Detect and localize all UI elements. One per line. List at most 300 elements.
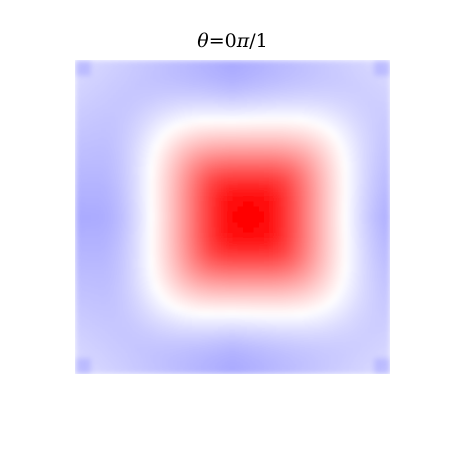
heatmap-cell bbox=[96, 280, 102, 286]
heatmap-cell bbox=[80, 149, 86, 155]
heatmap-cell bbox=[364, 222, 370, 228]
heatmap-cell bbox=[201, 222, 207, 228]
heatmap-cell bbox=[317, 207, 323, 213]
heatmap-cell bbox=[238, 332, 244, 338]
heatmap-cell bbox=[364, 243, 370, 249]
heatmap-cell bbox=[353, 65, 359, 71]
heatmap-cell bbox=[275, 207, 281, 213]
heatmap-cell bbox=[233, 97, 239, 103]
heatmap-cell bbox=[201, 316, 207, 322]
heatmap-cell bbox=[91, 76, 97, 82]
heatmap-cell bbox=[91, 81, 97, 87]
heatmap-cell bbox=[248, 139, 254, 145]
heatmap-cell bbox=[227, 248, 233, 254]
heatmap-cell bbox=[133, 91, 139, 97]
heatmap-cell bbox=[138, 175, 144, 181]
heatmap-cell bbox=[296, 107, 302, 113]
heatmap-cell bbox=[364, 311, 370, 317]
heatmap-cell bbox=[259, 107, 265, 113]
heatmap-cell bbox=[206, 285, 212, 291]
heatmap-cell bbox=[380, 133, 386, 139]
heatmap-cell bbox=[306, 290, 312, 296]
heatmap-cell bbox=[290, 306, 296, 312]
heatmap-cell bbox=[254, 60, 260, 66]
heatmap-cell bbox=[285, 222, 291, 228]
heatmap-cell bbox=[112, 306, 118, 312]
heatmap-cell bbox=[311, 175, 317, 181]
heatmap-cell bbox=[332, 322, 338, 328]
heatmap-cell bbox=[222, 170, 228, 176]
heatmap-cell bbox=[180, 76, 186, 82]
heatmap-cell bbox=[128, 264, 134, 270]
heatmap-cell bbox=[154, 238, 160, 244]
heatmap-cell bbox=[311, 123, 317, 129]
heatmap-cell bbox=[191, 269, 197, 275]
heatmap-cell bbox=[243, 139, 249, 145]
heatmap-cell bbox=[311, 316, 317, 322]
heatmap-cell bbox=[285, 65, 291, 71]
heatmap-cell bbox=[353, 222, 359, 228]
heatmap-cell bbox=[269, 170, 275, 176]
heatmap-cell bbox=[275, 112, 281, 118]
heatmap-cell bbox=[159, 275, 165, 281]
heatmap-cell bbox=[343, 175, 349, 181]
heatmap-cell bbox=[243, 280, 249, 286]
heatmap-cell bbox=[285, 290, 291, 296]
heatmap-cell bbox=[159, 369, 165, 375]
heatmap-cell bbox=[143, 337, 149, 343]
heatmap-cell bbox=[296, 364, 302, 370]
heatmap-cell bbox=[338, 264, 344, 270]
heatmap-cell bbox=[380, 222, 386, 228]
heatmap-cell bbox=[217, 123, 223, 129]
heatmap-cell bbox=[185, 332, 191, 338]
heatmap-cell bbox=[369, 196, 375, 202]
heatmap-cell bbox=[112, 159, 118, 165]
heatmap-cell bbox=[317, 133, 323, 139]
heatmap-cell bbox=[75, 191, 81, 197]
heatmap-cell bbox=[327, 327, 333, 333]
heatmap-cell bbox=[290, 296, 296, 302]
heatmap-cell bbox=[117, 322, 123, 328]
heatmap-cell bbox=[332, 353, 338, 359]
heatmap-cell bbox=[86, 154, 92, 160]
heatmap-cell bbox=[138, 332, 144, 338]
heatmap-cell bbox=[133, 353, 139, 359]
heatmap-cell bbox=[374, 343, 380, 349]
heatmap-cell bbox=[322, 280, 328, 286]
heatmap-cell bbox=[112, 196, 118, 202]
heatmap-cell bbox=[285, 102, 291, 108]
heatmap-cell bbox=[133, 65, 139, 71]
heatmap-cell bbox=[86, 285, 92, 291]
heatmap-cell bbox=[170, 118, 176, 124]
heatmap-cell bbox=[149, 201, 155, 207]
heatmap-cell bbox=[196, 280, 202, 286]
heatmap-cell bbox=[364, 128, 370, 134]
heatmap-cell bbox=[385, 348, 391, 354]
heatmap-cell bbox=[80, 290, 86, 296]
heatmap-cell bbox=[154, 81, 160, 87]
heatmap-cell bbox=[175, 128, 181, 134]
heatmap-cell bbox=[332, 65, 338, 71]
heatmap-cell bbox=[185, 97, 191, 103]
heatmap-cell bbox=[285, 259, 291, 265]
heatmap-cell bbox=[248, 264, 254, 270]
heatmap-cell bbox=[359, 112, 365, 118]
heatmap-cell bbox=[80, 254, 86, 260]
heatmap-cell bbox=[280, 285, 286, 291]
heatmap-cell bbox=[122, 280, 128, 286]
heatmap-cell bbox=[353, 70, 359, 76]
heatmap-cell bbox=[280, 196, 286, 202]
heatmap-cell bbox=[91, 306, 97, 312]
heatmap-cell bbox=[170, 311, 176, 317]
heatmap-cell bbox=[269, 248, 275, 254]
heatmap-cell bbox=[269, 165, 275, 171]
heatmap-cell bbox=[327, 306, 333, 312]
heatmap-cell bbox=[233, 201, 239, 207]
heatmap-cell bbox=[191, 76, 197, 82]
heatmap-cell bbox=[264, 222, 270, 228]
heatmap-cell bbox=[80, 175, 86, 181]
heatmap-cell bbox=[259, 76, 265, 82]
heatmap-cell bbox=[206, 191, 212, 197]
heatmap-cell bbox=[143, 322, 149, 328]
heatmap-cell bbox=[96, 301, 102, 307]
heatmap-cell bbox=[359, 70, 365, 76]
heatmap-cell bbox=[327, 139, 333, 145]
heatmap-cell bbox=[154, 144, 160, 150]
heatmap-cell bbox=[201, 207, 207, 213]
heatmap-cell bbox=[154, 165, 160, 171]
heatmap-cell bbox=[107, 296, 113, 302]
heatmap-cell bbox=[128, 191, 134, 197]
heatmap-cell bbox=[332, 180, 338, 186]
heatmap-cell bbox=[170, 322, 176, 328]
heatmap-cell bbox=[301, 364, 307, 370]
heatmap-cell bbox=[191, 306, 197, 312]
heatmap-cell bbox=[353, 212, 359, 218]
heatmap-cell bbox=[280, 97, 286, 103]
heatmap-cell bbox=[170, 133, 176, 139]
heatmap-cell bbox=[180, 311, 186, 317]
heatmap-cell bbox=[128, 332, 134, 338]
heatmap-cell bbox=[269, 112, 275, 118]
heatmap-cell bbox=[259, 348, 265, 354]
heatmap-cell bbox=[343, 353, 349, 359]
heatmap-cell bbox=[101, 186, 107, 192]
heatmap-cell bbox=[91, 217, 97, 223]
heatmap-cell bbox=[133, 86, 139, 92]
heatmap-cell bbox=[96, 343, 102, 349]
heatmap-cell bbox=[133, 186, 139, 192]
heatmap-cell bbox=[275, 322, 281, 328]
heatmap-cell bbox=[317, 76, 323, 82]
heatmap-cell bbox=[306, 133, 312, 139]
heatmap-cell bbox=[180, 264, 186, 270]
heatmap-cell bbox=[327, 65, 333, 71]
heatmap-cell bbox=[91, 233, 97, 239]
heatmap-cell bbox=[348, 322, 354, 328]
heatmap-cell bbox=[380, 264, 386, 270]
heatmap-cell bbox=[86, 269, 92, 275]
heatmap-cell bbox=[185, 290, 191, 296]
heatmap-cell bbox=[117, 275, 123, 281]
heatmap-cell bbox=[343, 149, 349, 155]
heatmap-cell bbox=[143, 212, 149, 218]
heatmap-cell bbox=[143, 180, 149, 186]
heatmap-cell bbox=[117, 280, 123, 286]
heatmap-cell bbox=[196, 348, 202, 354]
heatmap-cell bbox=[264, 316, 270, 322]
heatmap-cell bbox=[369, 306, 375, 312]
heatmap-cell bbox=[107, 144, 113, 150]
heatmap-cell bbox=[296, 180, 302, 186]
heatmap-cell bbox=[338, 259, 344, 265]
heatmap-cell bbox=[227, 264, 233, 270]
heatmap-cell bbox=[133, 238, 139, 244]
heatmap-cell bbox=[133, 217, 139, 223]
heatmap-cell bbox=[275, 139, 281, 145]
heatmap-cell bbox=[196, 358, 202, 364]
heatmap-cell bbox=[222, 348, 228, 354]
heatmap-cell bbox=[227, 358, 233, 364]
heatmap-cell bbox=[306, 259, 312, 265]
heatmap-cell bbox=[122, 259, 128, 265]
heatmap-cell bbox=[180, 285, 186, 291]
heatmap-cell bbox=[117, 81, 123, 87]
heatmap-cell bbox=[317, 86, 323, 92]
heatmap-cell bbox=[143, 191, 149, 197]
heatmap-cell bbox=[364, 133, 370, 139]
heatmap-cell bbox=[86, 70, 92, 76]
heatmap-cell bbox=[290, 332, 296, 338]
heatmap-cell bbox=[380, 196, 386, 202]
heatmap-cell bbox=[275, 118, 281, 124]
heatmap-cell bbox=[196, 238, 202, 244]
heatmap-cell bbox=[353, 133, 359, 139]
heatmap-cell bbox=[128, 133, 134, 139]
heatmap-cell bbox=[380, 269, 386, 275]
heatmap-cell bbox=[259, 358, 265, 364]
heatmap-cell bbox=[117, 196, 123, 202]
heatmap-cell bbox=[380, 144, 386, 150]
heatmap-cell bbox=[380, 154, 386, 160]
heatmap-cell bbox=[254, 358, 260, 364]
heatmap-cell bbox=[359, 149, 365, 155]
heatmap-cell bbox=[243, 217, 249, 223]
heatmap-cell bbox=[233, 170, 239, 176]
heatmap-cell bbox=[164, 233, 170, 239]
heatmap-cell bbox=[122, 316, 128, 322]
heatmap-cell bbox=[280, 343, 286, 349]
heatmap-cell bbox=[180, 207, 186, 213]
heatmap-cell bbox=[243, 322, 249, 328]
heatmap-cell bbox=[80, 269, 86, 275]
heatmap-cell bbox=[380, 243, 386, 249]
heatmap-cell bbox=[175, 254, 181, 260]
heatmap-cell bbox=[364, 316, 370, 322]
heatmap-cell bbox=[191, 233, 197, 239]
heatmap-cell bbox=[143, 353, 149, 359]
heatmap-cell bbox=[185, 369, 191, 375]
heatmap-cell bbox=[80, 264, 86, 270]
heatmap-cell bbox=[86, 364, 92, 370]
heatmap-cell bbox=[243, 285, 249, 291]
heatmap-cell bbox=[359, 358, 365, 364]
heatmap-cell bbox=[233, 290, 239, 296]
heatmap-cell bbox=[322, 296, 328, 302]
heatmap-cell bbox=[206, 275, 212, 281]
heatmap-cell bbox=[227, 332, 233, 338]
heatmap-cell bbox=[238, 348, 244, 354]
heatmap-cell bbox=[296, 91, 302, 97]
heatmap-cell bbox=[285, 165, 291, 171]
heatmap-cell bbox=[332, 159, 338, 165]
heatmap-cell bbox=[338, 348, 344, 354]
heatmap-cell bbox=[122, 238, 128, 244]
heatmap-cell bbox=[269, 175, 275, 181]
heatmap-cell bbox=[117, 358, 123, 364]
heatmap-cell bbox=[285, 248, 291, 254]
heatmap-cell bbox=[75, 369, 81, 375]
heatmap-cell bbox=[212, 353, 218, 359]
heatmap-cell bbox=[86, 86, 92, 92]
heatmap-cell bbox=[217, 227, 223, 233]
heatmap-cell bbox=[133, 60, 139, 66]
heatmap-cell bbox=[170, 144, 176, 150]
heatmap-cell bbox=[75, 118, 81, 124]
heatmap-cell bbox=[327, 165, 333, 171]
heatmap-cell bbox=[206, 296, 212, 302]
heatmap-cell bbox=[369, 316, 375, 322]
heatmap-cell bbox=[280, 259, 286, 265]
heatmap-cell bbox=[86, 358, 92, 364]
heatmap-cell bbox=[112, 149, 118, 155]
heatmap-cell bbox=[101, 70, 107, 76]
heatmap-cell bbox=[138, 238, 144, 244]
heatmap-cell bbox=[296, 254, 302, 260]
heatmap-cell bbox=[353, 353, 359, 359]
heatmap-cell bbox=[133, 118, 139, 124]
heatmap-cell bbox=[290, 139, 296, 145]
heatmap-cell bbox=[107, 264, 113, 270]
heatmap-cell bbox=[369, 248, 375, 254]
heatmap-cell bbox=[154, 128, 160, 134]
heatmap-cell bbox=[180, 118, 186, 124]
heatmap-cell bbox=[259, 186, 265, 192]
heatmap-cell bbox=[191, 212, 197, 218]
heatmap-cell bbox=[238, 227, 244, 233]
heatmap-cell bbox=[317, 60, 323, 66]
heatmap-cell bbox=[348, 76, 354, 82]
heatmap-cell bbox=[348, 212, 354, 218]
heatmap-cell bbox=[332, 306, 338, 312]
heatmap-cell bbox=[91, 327, 97, 333]
heatmap-cell bbox=[133, 364, 139, 370]
heatmap-cell bbox=[154, 290, 160, 296]
heatmap-cell bbox=[138, 128, 144, 134]
heatmap-cell bbox=[317, 327, 323, 333]
heatmap-cell bbox=[233, 285, 239, 291]
heatmap-cell bbox=[222, 186, 228, 192]
heatmap-cell bbox=[196, 107, 202, 113]
heatmap-cell bbox=[180, 233, 186, 239]
heatmap-cell bbox=[96, 196, 102, 202]
heatmap-cell bbox=[385, 364, 391, 370]
heatmap-cell bbox=[311, 285, 317, 291]
heatmap-cell bbox=[227, 316, 233, 322]
heatmap-cell bbox=[254, 285, 260, 291]
heatmap-cell bbox=[201, 285, 207, 291]
heatmap-cell bbox=[269, 201, 275, 207]
heatmap-cell bbox=[96, 65, 102, 71]
heatmap-cell bbox=[238, 60, 244, 66]
heatmap-cell bbox=[348, 86, 354, 92]
heatmap-cell bbox=[343, 238, 349, 244]
heatmap-cell bbox=[170, 170, 176, 176]
heatmap-cell bbox=[96, 264, 102, 270]
heatmap-cell bbox=[175, 369, 181, 375]
heatmap-cell bbox=[317, 70, 323, 76]
heatmap-cell bbox=[280, 133, 286, 139]
heatmap-cell bbox=[285, 133, 291, 139]
heatmap-cell bbox=[138, 76, 144, 82]
heatmap-cell bbox=[149, 238, 155, 244]
heatmap-cell bbox=[369, 222, 375, 228]
heatmap-cell bbox=[133, 301, 139, 307]
heatmap-cell bbox=[233, 343, 239, 349]
heatmap-cell bbox=[180, 180, 186, 186]
heatmap-cell bbox=[301, 217, 307, 223]
heatmap-cell bbox=[101, 81, 107, 87]
heatmap-cell bbox=[254, 353, 260, 359]
heatmap-cell bbox=[233, 175, 239, 181]
heatmap-cell bbox=[180, 196, 186, 202]
heatmap-cell bbox=[369, 144, 375, 150]
heatmap-cell bbox=[222, 149, 228, 155]
heatmap-cell bbox=[380, 301, 386, 307]
heatmap-cell bbox=[80, 301, 86, 307]
heatmap-cell bbox=[138, 144, 144, 150]
heatmap-cell bbox=[164, 112, 170, 118]
heatmap-cell bbox=[180, 322, 186, 328]
heatmap-cell bbox=[133, 306, 139, 312]
heatmap-cell bbox=[338, 238, 344, 244]
heatmap-cell bbox=[75, 233, 81, 239]
heatmap-cell bbox=[311, 154, 317, 160]
heatmap-cell bbox=[233, 259, 239, 265]
heatmap-cell bbox=[122, 118, 128, 124]
heatmap-cell bbox=[374, 112, 380, 118]
heatmap-cell bbox=[138, 280, 144, 286]
heatmap-cell bbox=[191, 227, 197, 233]
heatmap-cell bbox=[364, 348, 370, 354]
heatmap-cell bbox=[122, 348, 128, 354]
heatmap-plot bbox=[75, 60, 390, 374]
heatmap-cell bbox=[338, 180, 344, 186]
heatmap-cell bbox=[101, 102, 107, 108]
heatmap-cell bbox=[322, 86, 328, 92]
heatmap-cell bbox=[75, 70, 81, 76]
heatmap-cell bbox=[369, 133, 375, 139]
heatmap-cell bbox=[280, 264, 286, 270]
heatmap-cell bbox=[254, 133, 260, 139]
heatmap-cell bbox=[238, 112, 244, 118]
heatmap-cell bbox=[107, 133, 113, 139]
heatmap-cell bbox=[385, 201, 391, 207]
